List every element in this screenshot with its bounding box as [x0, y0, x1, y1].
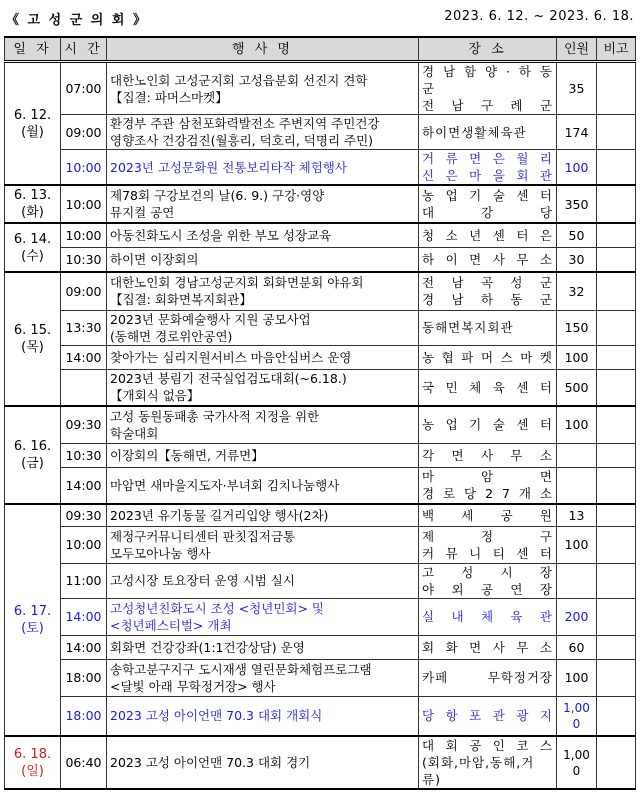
event-cell: [107, 467, 419, 504]
event-cell: [107, 696, 419, 736]
text-line: 대한노인회 고성군지회 고성읍분회 선진지 견학: [110, 72, 368, 88]
column-header-place: 장 소: [419, 37, 557, 62]
text-line: 제 정 구: [422, 528, 553, 544]
attendees-cell: [557, 467, 597, 504]
text-line: 대 강 당: [422, 205, 553, 220]
text-line: 경 남 하 동 군: [422, 292, 553, 308]
event-cell: [107, 345, 419, 369]
place-cell: [419, 185, 557, 223]
text-line: 찾아가는 심리지원서비스 마음안심버스 운영: [110, 349, 352, 365]
text-line: 2023 고성 아이언맨 70.3 대회 개회식: [110, 708, 323, 724]
place-cell: [419, 272, 557, 310]
event-cell: [107, 369, 419, 406]
note-cell: [597, 345, 636, 369]
attendees-cell: 174: [557, 115, 597, 150]
note-cell: [597, 247, 636, 272]
text-line: 각 면 사 무 소: [422, 447, 553, 463]
text-line: 청 소 년 센 터 은: [422, 227, 553, 243]
attendees-cell: 60: [557, 635, 597, 659]
text-line: 고 성 시 장: [422, 564, 553, 580]
text-line: 백 세 공 원: [422, 507, 553, 523]
time-cell: 09:00: [61, 272, 107, 310]
text-line: 6. 17.: [13, 604, 52, 619]
text-line: 회 화 면 사 무 소: [422, 639, 553, 655]
time-cell: 10:00: [61, 150, 107, 186]
note-cell: [597, 598, 636, 635]
place-cell: [419, 563, 557, 598]
column-header-people: 인원: [557, 37, 597, 62]
text-line: 송학고분구지구 도시재생 열린문화체험프로그램: [110, 661, 372, 677]
attendees-cell: 1,000: [557, 696, 597, 736]
place-cell: [419, 62, 557, 115]
table-row: [5, 659, 636, 696]
note-cell: [597, 504, 636, 526]
table-row: [5, 223, 636, 247]
date-cell: [5, 504, 61, 736]
date-cell: [5, 223, 61, 272]
text-line: 영향조사 건강검진(월흥리, 덕호리, 덕명리 주민): [110, 133, 374, 148]
attendees-cell: [557, 563, 597, 598]
table-row: [5, 150, 636, 186]
attendees-cell: 150: [557, 310, 597, 345]
text-line: (수): [21, 248, 44, 264]
schedule-table: [4, 36, 636, 790]
text-line: 커 뮤 니 티 센 터: [422, 545, 553, 561]
note-cell: [597, 310, 636, 345]
table-row: [5, 62, 636, 115]
table-row: [5, 526, 636, 563]
event-cell: [107, 406, 419, 443]
text-line: 【개회식 없음】: [110, 388, 200, 404]
note-cell: [597, 115, 636, 150]
note-cell: [597, 150, 636, 186]
time-cell: 14:00: [61, 345, 107, 369]
place-cell: [419, 526, 557, 563]
attendees-cell: 100: [557, 659, 597, 696]
text-line: 2023년 붕림기 전국실업검도대회(~6.18.): [110, 371, 347, 387]
text-line: 제정구커뮤니티센터 판칫집저금통: [110, 528, 296, 544]
column-header-date: 일 자: [5, 37, 61, 62]
table-row: [5, 406, 636, 443]
text-line: 마암면 새마을지도자·부녀회 김치나눔행사: [110, 477, 340, 493]
text-line: 제78회 구강보건의 날(6. 9.) 구강·영양: [110, 188, 325, 203]
place-cell: [419, 115, 557, 150]
text-line: 하이면 이장회의: [110, 251, 199, 267]
attendees-cell: 100: [557, 345, 597, 369]
date-cell: [5, 736, 61, 789]
text-line: 6. 15.: [13, 323, 52, 338]
text-line: 6. 16.: [13, 439, 52, 454]
attendees-cell: 13: [557, 504, 597, 526]
text-line: 농 업 기 술 센 터: [422, 188, 553, 203]
text-line: <청년페스티벌> 개최: [110, 617, 232, 633]
time-cell: 10:00: [61, 526, 107, 563]
attendees-cell: 350: [557, 185, 597, 223]
note-cell: [597, 406, 636, 443]
text-line: 6. 18.: [13, 746, 52, 762]
text-line: 2023년 문화예술행사 지원 공모사업: [110, 311, 311, 327]
table-row: [5, 345, 636, 369]
place-cell: [419, 736, 557, 789]
text-line: 마 암 면: [422, 469, 553, 485]
time-cell: 06:40: [61, 736, 107, 789]
table-row: [5, 369, 636, 406]
text-line: 하 이 면 사 무 소: [422, 251, 553, 267]
text-line: 고성 동원동패총 국가사적 지정을 위한: [110, 408, 320, 424]
text-line: 농 업 기 술 센 터: [422, 417, 553, 433]
text-line: 회화면 건강강좌(1:1건강상담) 운영: [110, 639, 305, 655]
text-line: (회화,마암,동해,거: [422, 755, 535, 770]
event-cell: [107, 563, 419, 598]
event-cell: [107, 223, 419, 247]
text-line: 2023 고성 아이언맨 70.3 대회 경기: [110, 755, 311, 770]
text-line: 당 항 포 관 광 지: [422, 708, 553, 724]
event-cell: [107, 659, 419, 696]
place-cell: [419, 443, 557, 467]
text-line: 경 남 함 양 · 하 동 군: [422, 64, 553, 96]
event-cell: [107, 736, 419, 789]
time-cell: 10:00: [61, 223, 107, 247]
table-row: [5, 635, 636, 659]
event-cell: [107, 526, 419, 563]
note-cell: [597, 526, 636, 563]
place-cell: [419, 369, 557, 406]
table-row: [5, 696, 636, 736]
attendees-cell: 100: [557, 526, 597, 563]
text-line: 농 협 파 머 스 마 켓: [422, 349, 553, 365]
text-line: (일): [21, 763, 44, 779]
note-cell: [597, 272, 636, 310]
time-cell: [61, 369, 107, 406]
event-cell: [107, 504, 419, 526]
table-row: [5, 310, 636, 345]
event-cell: [107, 635, 419, 659]
table-row: [5, 563, 636, 598]
event-cell: [107, 598, 419, 635]
attendees-cell: 35: [557, 62, 597, 115]
text-line: (목): [21, 340, 44, 355]
text-line: (동해면 경로위안공연): [110, 328, 233, 344]
schedule-period: 2023. 6. 12. ~ 2023. 6. 18.: [444, 9, 634, 24]
note-cell: [597, 659, 636, 696]
time-cell: 10:00: [61, 185, 107, 223]
attendees-cell: 500: [557, 369, 597, 406]
text-line: (월): [21, 124, 44, 140]
event-cell: [107, 62, 419, 115]
text-line: 6. 12.: [13, 107, 52, 123]
schedule-body: [5, 62, 636, 790]
text-line: 6. 13.: [13, 188, 52, 203]
place-cell: [419, 696, 557, 736]
place-cell: [419, 150, 557, 186]
text-line: 국 민 체 육 센 터: [422, 379, 553, 395]
note-cell: [597, 223, 636, 247]
place-cell: [419, 659, 557, 696]
text-line: 하이면생활체육관: [422, 124, 527, 140]
attendees-cell: 200: [557, 598, 597, 635]
attendees-cell: 30: [557, 247, 597, 272]
time-cell: 14:00: [61, 467, 107, 504]
event-cell: [107, 185, 419, 223]
text-line: 모두모아나눔 행사: [110, 545, 211, 561]
attendees-cell: 1,000: [557, 736, 597, 789]
text-line: <달빛 아래 무학정거장> 행사: [110, 678, 276, 694]
text-line: 카페 무학정거장: [422, 670, 553, 685]
time-cell: 09:00: [61, 115, 107, 150]
note-cell: [597, 185, 636, 223]
text-line: 전 남 구 례 군: [422, 98, 553, 113]
time-cell: 09:30: [61, 504, 107, 526]
event-cell: [107, 115, 419, 150]
text-line: (화): [21, 205, 44, 220]
note-cell: [597, 736, 636, 789]
column-header-time: 시 간: [61, 37, 107, 62]
event-cell: [107, 272, 419, 310]
place-cell: [419, 345, 557, 369]
table-row: [5, 443, 636, 467]
text-line: 거 류 면 은 월 리: [422, 151, 553, 166]
date-cell: [5, 62, 61, 186]
event-cell: [107, 150, 419, 186]
place-cell: [419, 247, 557, 272]
attendees-cell: 100: [557, 406, 597, 443]
time-cell: 14:00: [61, 635, 107, 659]
place-cell: [419, 467, 557, 504]
text-line: 야 외 공 연 장: [422, 581, 553, 597]
text-line: 대 회 공 인 코 스: [422, 738, 553, 753]
place-cell: [419, 635, 557, 659]
text-line: 【집결: 파머스마켓】: [110, 89, 228, 105]
place-cell: [419, 504, 557, 526]
event-cell: [107, 443, 419, 467]
place-cell: [419, 223, 557, 247]
note-cell: [597, 443, 636, 467]
event-cell: [107, 310, 419, 345]
text-line: 신 은 마 을 회 관: [422, 168, 553, 183]
time-cell: 10:30: [61, 443, 107, 467]
column-header-note: 비고: [597, 37, 636, 62]
text-line: 뮤지컬 공연: [110, 205, 175, 220]
time-cell: 18:00: [61, 659, 107, 696]
place-cell: [419, 310, 557, 345]
time-cell: 13:30: [61, 310, 107, 345]
text-line: 2023년 고성문화원 전통보리타작 체험행사: [110, 159, 347, 175]
text-line: (금): [21, 456, 44, 471]
text-line: 전 남 곡 성 군: [422, 275, 553, 291]
text-line: (토): [21, 621, 44, 636]
text-line: 경 로 당 2 7 개 소: [422, 486, 553, 502]
text-line: 학술대회: [110, 425, 159, 441]
attendees-cell: 32: [557, 272, 597, 310]
table-row: [5, 736, 636, 789]
date-cell: [5, 272, 61, 406]
date-cell: [5, 185, 61, 223]
text-line: 고성청년친화도시 조성 <청년민회> 및: [110, 600, 324, 616]
table-row: [5, 272, 636, 310]
time-cell: 18:00: [61, 696, 107, 736]
text-line: 류): [422, 772, 441, 787]
text-line: 2023년 유기동물 길거리입양 행사(2차): [110, 507, 329, 523]
note-cell: [597, 563, 636, 598]
note-cell: [597, 62, 636, 115]
time-cell: 09:30: [61, 406, 107, 443]
text-line: 6. 14.: [13, 231, 52, 247]
time-cell: 11:00: [61, 563, 107, 598]
column-header-event: 행 사 명: [107, 37, 419, 62]
note-cell: [597, 369, 636, 406]
note-cell: [597, 635, 636, 659]
date-cell: [5, 406, 61, 504]
event-cell: [107, 247, 419, 272]
text-line: 동해면복지회관: [422, 320, 514, 335]
table-row: [5, 504, 636, 526]
table-row: [5, 115, 636, 150]
attendees-cell: [557, 443, 597, 467]
place-cell: [419, 598, 557, 635]
text-line: 【집결: 회화면복지회관】: [110, 292, 252, 308]
place-cell: [419, 406, 557, 443]
text-line: 아동친화도시 조성을 위한 부모 성장교육: [110, 227, 332, 243]
text-line: 대한노인회 경남고성군지회 회화면분회 야유회: [110, 275, 364, 291]
text-line: 이장회의【동해면, 거류면】: [110, 447, 264, 463]
attendees-cell: 100: [557, 150, 597, 186]
time-cell: 10:30: [61, 247, 107, 272]
attendees-cell: 50: [557, 223, 597, 247]
table-header-row: [5, 37, 636, 62]
table-row: [5, 598, 636, 635]
time-cell: 14:00: [61, 598, 107, 635]
table-row: [5, 185, 636, 223]
text-line: 고성시장 토요장터 운영 시범 실시: [110, 573, 295, 588]
table-row: [5, 467, 636, 504]
text-line: 환경부 주관 삼천포화력발전소 주변지역 주민건강: [110, 116, 380, 131]
note-cell: [597, 696, 636, 736]
note-cell: [597, 467, 636, 504]
text-line: 실 내 체 육 관: [422, 609, 553, 624]
table-row: [5, 247, 636, 272]
time-cell: 07:00: [61, 62, 107, 115]
council-title: 《 고 성 군 의 회 》: [6, 13, 148, 28]
